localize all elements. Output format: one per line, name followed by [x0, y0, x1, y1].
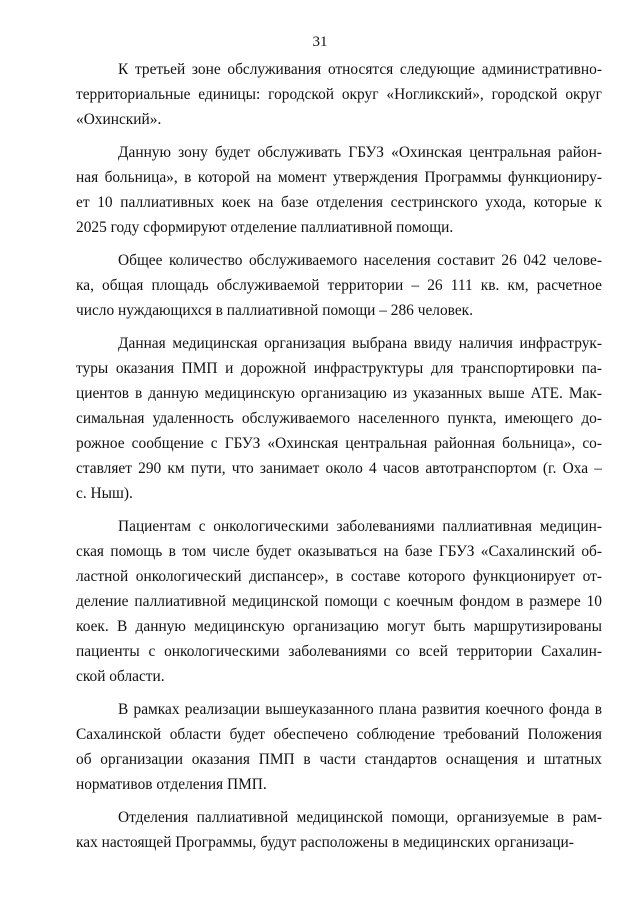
paragraph: [76, 57, 602, 132]
text-line: число нуждающихся в паллиативной помощи – 286 человек.: [76, 302, 474, 319]
text-line: рожное сообщение с ГБУЗ «Охинская центральная районная больница», со-: [76, 435, 602, 452]
text-line: ставляет 290 км пути, что занимает около 4 часов автотранспортом (г. Оха –: [76, 460, 602, 477]
text-line: ка, общая площадь обслуживаемой территории – 26 111 кв. км, расчетное: [76, 277, 602, 294]
text-line: Общее количество обслуживаемого населения составит 26 042 челове-: [118, 252, 602, 269]
paragraph: [76, 331, 602, 506]
text-line: пациенты с онкологическими заболеваниями со всей территории Сахалин-: [76, 643, 602, 660]
text-line: Данная медицинская организация выбрана ввиду наличия инфраструк-: [118, 335, 602, 352]
paragraph: [76, 140, 602, 240]
text-line: ластной онкологический диспансер», в составе которого функционирует от-: [76, 568, 602, 585]
text-line: Отделения паллиативной медицинской помощи, организуемые в рам-: [118, 809, 602, 826]
text-line: ная больница», в которой на момент утверждения Программы функциониру-: [76, 169, 602, 186]
text-line: циентов в данную медицинскую организацию из указанных выше АТЕ. Мак-: [76, 385, 602, 402]
paragraph: [76, 805, 602, 855]
text-line: коек. В данную медицинскую организацию могут быть маршрутизированы: [76, 618, 602, 635]
text-line: ской области.: [76, 668, 165, 685]
text-line: ках настоящей Программы, будут расположены в медицинских организаци-: [76, 834, 574, 851]
text-line: Пациентам с онкологическими заболеваниями паллиативная медицин-: [118, 518, 602, 535]
text-line: ет 10 паллиативных коек на базе отделения сестринского ухода, которые к: [76, 194, 602, 211]
paragraph: [76, 697, 602, 797]
text-line: В рамках реализации вышеуказанного плана развития коечного фонда в: [118, 701, 602, 718]
paragraph: [76, 248, 602, 323]
text-line: нормативов отделения ПМП.: [76, 776, 267, 793]
text-line: об организации оказания ПМП в части стандартов оснащения и штатных: [76, 751, 602, 768]
text-line: с. Ныш).: [76, 485, 133, 502]
text-line: «Охинский».: [76, 111, 162, 128]
page-number: 31: [312, 34, 328, 50]
text-line: симальная удаленность обслуживаемого населенного пункта, имеющего до-: [76, 410, 602, 427]
body-text: [76, 57, 602, 863]
text-line: 2025 году сформируют отделение паллиативной помощи.: [76, 219, 454, 236]
text-line: территориальные единицы: городской округ «Ногликский», городской округ: [76, 86, 602, 103]
text-line: ская помощь в том числе будет оказываться на базе ГБУЗ «Сахалинский об-: [76, 543, 602, 560]
text-line: деление паллиативной медицинской помощи с коечным фондом в размере 10: [76, 593, 602, 610]
text-line: К третьей зоне обслуживания относятся следующие административно-: [118, 61, 602, 78]
text-line: Данную зону будет обслуживать ГБУЗ «Охинская центральная район-: [118, 144, 602, 161]
text-line: Сахалинской области будет обеспечено соблюдение требований Положения: [76, 726, 602, 743]
paragraph: [76, 514, 602, 689]
text-line: туры оказания ПМП и дорожной инфраструктуры для транспортировки па-: [76, 360, 602, 377]
